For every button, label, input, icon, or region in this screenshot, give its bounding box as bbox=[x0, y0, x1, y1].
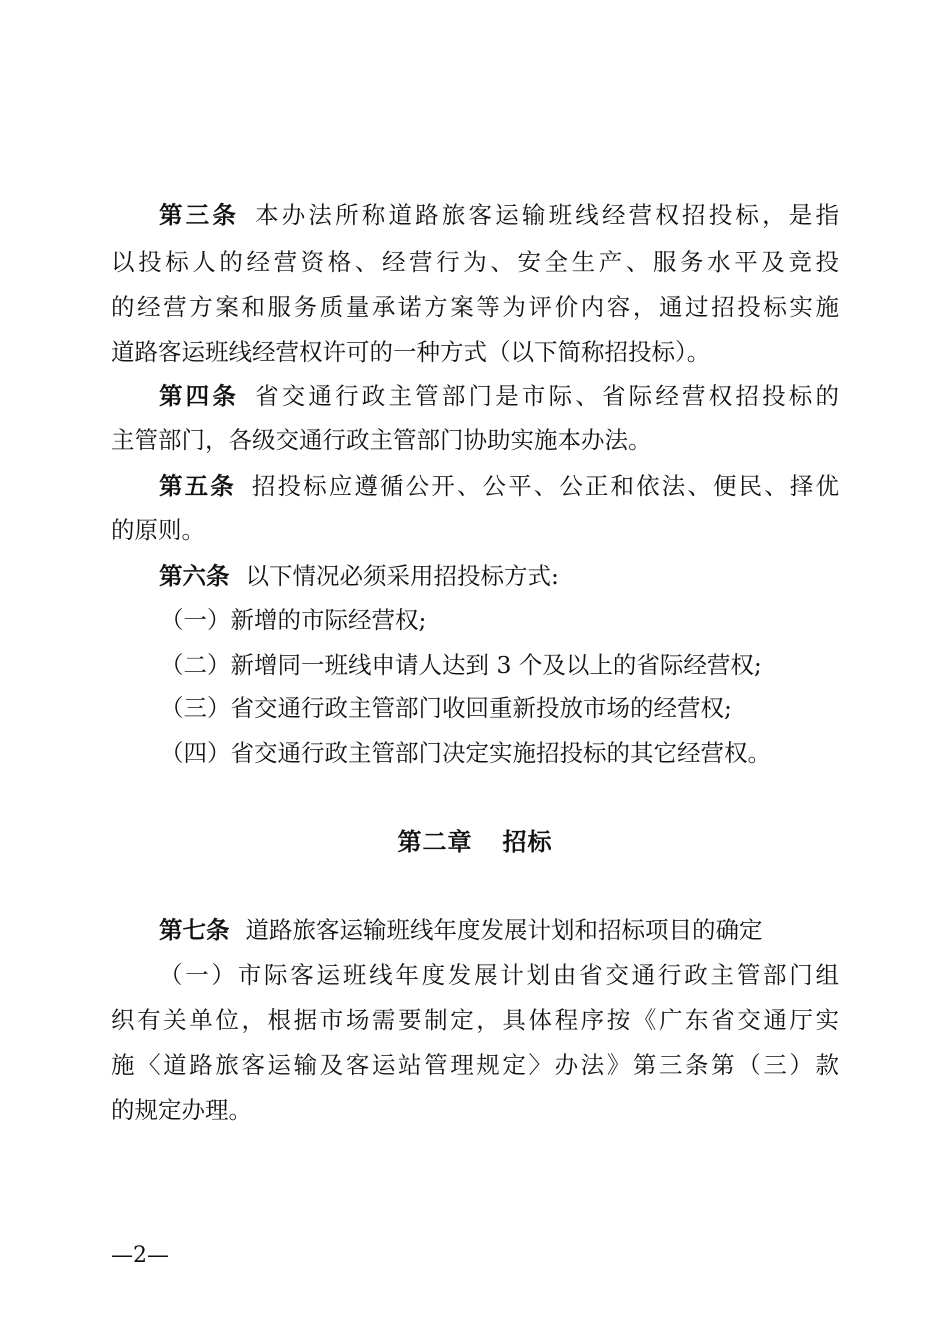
article-4-label: 第四条 bbox=[159, 382, 240, 410]
article-3-line: 以投标人的经营资格、经营行为、安全生产、服务水平及竞投 bbox=[111, 248, 839, 276]
article-7-line: 施〈道路旅客运输及客运站管理规定〉办法》第三条第（三）款 bbox=[111, 1051, 839, 1079]
article-4-first-line bbox=[159, 381, 839, 411]
article-3-first-line bbox=[159, 200, 839, 230]
article-6-item: （三）省交通行政主管部门收回重新投放市场的经营权; bbox=[160, 694, 732, 722]
article-5-text: 招投标应遵循公开、公平、公正和依法、便民、择优 bbox=[251, 472, 840, 500]
chapter-number: 第二章 bbox=[397, 827, 473, 856]
chapter-title: 招标 bbox=[502, 827, 553, 856]
article-7-line: （一）市际客运班线年度发展计划由省交通行政主管部门组 bbox=[159, 961, 839, 989]
article-6-intro: 以下情况必须采用招投标方式: bbox=[245, 562, 559, 590]
article-3-label: 第三条 bbox=[159, 201, 240, 229]
article-6-label: 第六条 bbox=[159, 562, 230, 590]
article-7-first-line bbox=[159, 915, 839, 945]
article-6-item: （二）新增同一班线申请人达到 3 个及以上的省际经营权; bbox=[160, 651, 762, 679]
article-4-text: 省交通行政主管部门是市际、省际经营权招投标的 bbox=[255, 382, 839, 410]
article-3-text: 本办法所称道路旅客运输班线经营权招投标，是指 bbox=[255, 201, 839, 229]
article-3-line: 的经营方案和服务质量承诺方案等为评价内容，通过招投标实施 bbox=[111, 293, 839, 321]
article-4-line: 主管部门，各级交通行政主管部门协助实施本办法。 bbox=[111, 426, 652, 454]
chapter-heading bbox=[0, 827, 950, 857]
article-7-intro: 道路旅客运输班线年度发展计划和招标项目的确定 bbox=[245, 916, 763, 944]
article-7-line: 织有关单位，根据市场需要制定，具体程序按《广东省交通厅实 bbox=[111, 1006, 839, 1034]
article-6-item: （一）新增的市际经营权; bbox=[160, 606, 427, 634]
article-7-label: 第七条 bbox=[159, 916, 230, 944]
article-6-item: （四）省交通行政主管部门决定实施招投标的其它经营权。 bbox=[160, 739, 771, 767]
article-7-line: 的规定办理。 bbox=[111, 1096, 252, 1124]
article-3-line: 道路客运班线经营权许可的一种方式（以下简称招投标）。 bbox=[111, 338, 711, 366]
article-5-line: 的原则。 bbox=[111, 516, 205, 544]
article-5-first-line bbox=[159, 471, 839, 501]
article-5-label: 第五条 bbox=[159, 472, 236, 500]
article-6-first-line bbox=[159, 561, 839, 591]
page-number: —2— bbox=[111, 1243, 169, 1268]
